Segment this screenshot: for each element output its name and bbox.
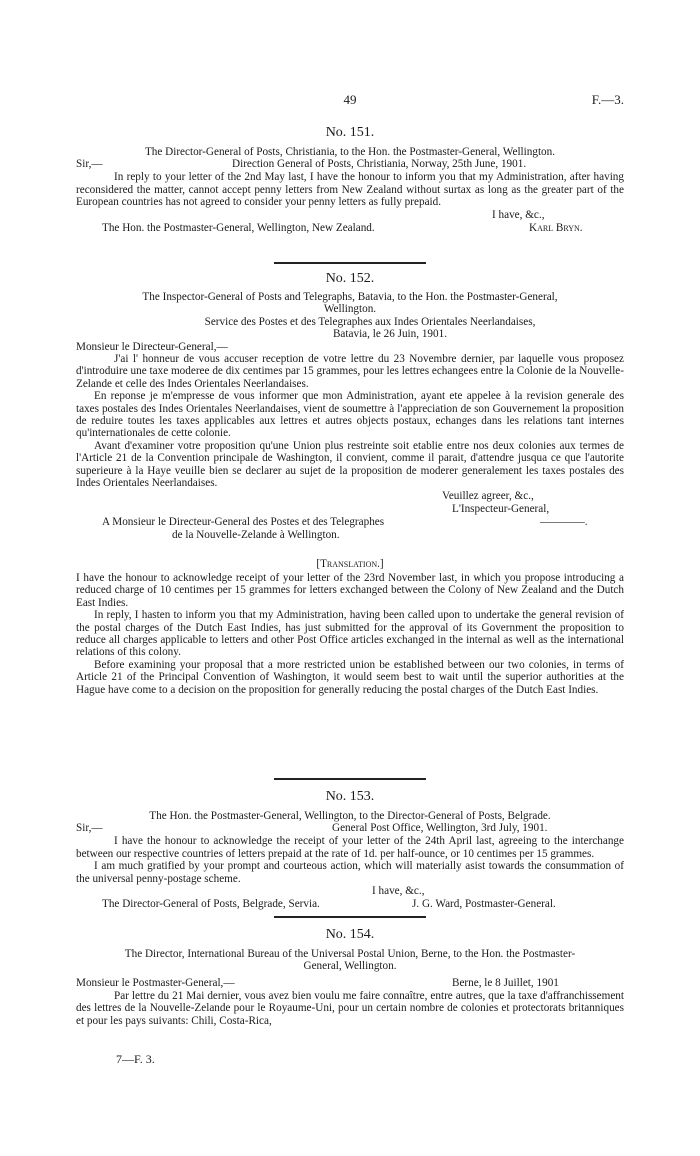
signatory-title: L'Inspecteur-General, [452,502,550,515]
divider-rule [274,916,426,918]
addressee: The Director-General of Posts, Belgrade, Servia. [102,898,320,911]
page-header [76,92,624,112]
paragraph: In reply, I hasten to inform you that my Administration, having been called upon to undertake the general revision of the postal charges of the Dutch East Indies, has just submitted for the approval of its Government the proposition to reduce all charges applicable to letters and other Post Office articles exchanged in the internal as well as the international relations of this colony. [76,609,624,659]
letter-from-to: The Director, International Bureau of the Universal Postal Union, Berne, to the Hon. the Postmaster-General, Wellington. [124,948,576,973]
paragraph: J'ai l' honneur de vous accuser reception de votre lettre du 23 Novembre dernier, par laquelle vous proposez d'introduire une taxe moderee de dix centimes par 15 grammes, pour les lettres echangees entre la Colonie de la Nouvelle-Zelande et celle des Indes Orientales Neerlandaises. [76,353,624,390]
place-line: Service des Postes et des Telegraphes aux Indes Orientales Neerlandaises, [204,315,536,328]
letter-number: No. 153. [325,789,375,804]
paper-reference: F.—3. [591,92,624,107]
addressee: A Monsieur le Directeur-General des Postes et des Telegraphes [102,515,385,528]
paragraph: I have the honour to acknowledge receipt of your letter of the 23rd November last, in which you propose introducing a reduced charge of 10 centimes per 15 grammes for letters exchanged between the Colony of New Zealand and the Dutch East Indies. [76,571,624,609]
letter-from-to: The Director-General of Posts, Christiania, to the Hon. the Postmaster-General, Wellington. [144,146,556,158]
paragraph: Before examining your proposal that a more restricted union be established between our two colonies, in terms of Article 21 of the Principal Convention of Washington, it would seem best to wait until the superior authorities at the Hague have come to a decision on the proposition for generally reducing the postal charges of the Dutch East Indies. [76,658,624,696]
signature: J. G. Ward, Postmaster-General. [412,898,556,911]
place-date: General Post Office, Wellington, 3rd July, 1901. [332,822,548,835]
letter-from-to: The Inspector-General of Posts and Telegraphs, Batavia, to the Hon. the Postmaster-General, Wellington. [142,291,558,316]
letter-body: In reply to your letter of the 2nd May last, I have the honour to inform you that my Administration, after having reconsidered the matter, cannot accept penny letters from New Zealand without surtax as long as the greater part of the European countries has not agreed to consider your penny letters as fully prepaid. [76,171,624,209]
paragraph: Par lettre du 21 Mai dernier, vous avez bien voulu me faire connaître, entre autres, que la taxe d'affranchissement des lettres de la Nouvelle-Zelande pour le Royaume-Uni, pour un certain nombre de colonies et protectorats britanniques et pour les pays suivants: Chili, Costa-Rica, [76,989,624,1027]
place-date: Direction General of Posts, Christiania, Norway, 25th June, 1901. [232,158,527,171]
letter-151 [76,124,624,235]
letter-153 [76,788,624,911]
letter-number: No. 154. [325,927,375,942]
letter-154 [76,926,624,1027]
letter-152 [76,270,624,696]
signature: ————. [540,515,588,528]
place-date: Batavia, le 26 Juin, 1901. [332,328,448,341]
addressee: The Hon. the Postmaster-General, Wellington, New Zealand. [102,221,375,234]
signature-mark: 7—F. 3. [116,1052,155,1066]
paragraph: En reponse je m'empresse de vous informer que mon Administration, ayant ete appelee à la revision generale des taxes postales des Indes Orientales Neerlandaises, vient de soumettre à l'appreciation de son Gouvernement la proposition de reduire toutes les taxes applicables aux lettres et autres objects postaux, echanges dans les relations tant internes qu'internationales de cette colonie. [76,390,624,440]
letter-from-to: The Hon. the Postmaster-General, Wellington, to the Director-General of Posts, Belgrade. [149,810,551,822]
paragraph: I am much gratified by your prompt and courteous action, which will materially asist towards the consummation of the universal penny-postage scheme. [76,860,624,885]
page-number: 49 [343,92,357,107]
translation-heading: [Translation.] [316,557,384,570]
paragraph: I have the honour to acknowledge the receipt of your letter of the 24th April last, agreeing to the interchange between our respective countries of letters prepaid at the rate of 1d. per half-ounce, or 10 centimes per 15 grammes. [76,835,624,860]
divider-rule [274,262,426,264]
salutation: Sir,— [76,822,103,835]
salutation: Monsieur le Directeur-General,— [76,340,228,353]
divider-rule [274,778,426,780]
closing: Veuillez agreer, &c., [442,489,534,502]
salutation: Monsieur le Postmaster-General,— [76,976,235,989]
closing: I have, &c., [492,208,545,221]
place-date: Berne, le 8 Juillet, 1901 [452,976,559,989]
closing: I have, &c., [372,885,425,898]
paragraph: Avant d'examiner votre proposition qu'une Union plus restreinte soit etablie entre nos deux colonies aux termes de l'Article 21 de la Convention principale de Washington, il convient, comme il parait, d'attendre jusqua ce que l'autorite superieure à la Haye veuille bien se declarer au sujet de la proposition de moderer generalement les taxes postales des Indes Orientales Neerlandaises. [76,439,624,490]
signature: Karl Bryn. [529,221,583,234]
letter-number: No. 152. [325,271,375,286]
salutation: Sir,— [76,158,103,171]
letter-number: No. 151. [325,125,375,140]
addressee: de la Nouvelle-Zelande à Wellington. [172,528,340,541]
